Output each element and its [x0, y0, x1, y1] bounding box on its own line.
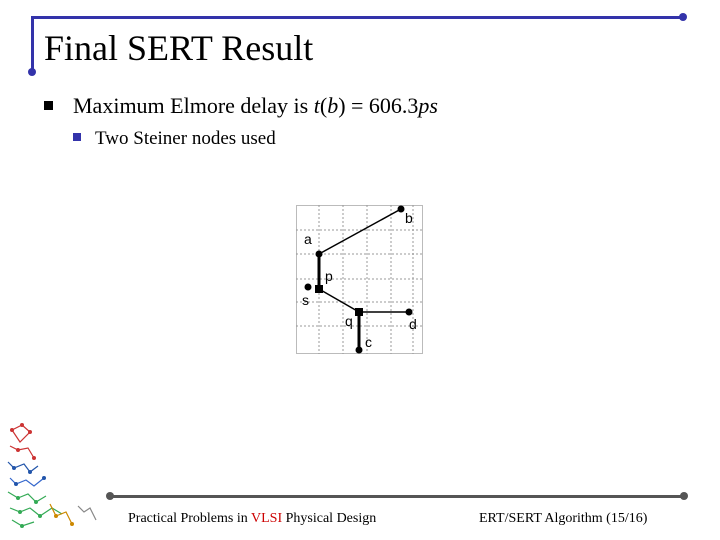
footer-left-after: Physical Design	[282, 511, 377, 526]
label-q: q	[345, 313, 353, 329]
label-b: b	[405, 210, 413, 226]
node-d	[406, 309, 413, 316]
node-s	[305, 284, 312, 291]
graph-logo	[0, 420, 110, 538]
label-d: d	[409, 316, 417, 332]
bullet-elmore-delay	[44, 92, 438, 120]
label-a: a	[304, 231, 312, 247]
footer-course-title	[128, 510, 376, 528]
steiner-node-p	[315, 285, 323, 293]
steiner-node-q	[355, 308, 363, 316]
node-c	[356, 347, 363, 354]
left-dot	[28, 68, 36, 76]
node-a	[316, 251, 323, 258]
sub-bullet-square-icon	[73, 133, 81, 141]
sert-tree-diagram	[295, 202, 427, 358]
node-b	[398, 206, 405, 213]
footer-left-before: Practical Problems in	[128, 511, 251, 526]
bullet1-prefix: Maximum Elmore delay is	[73, 93, 314, 118]
label-p: p	[325, 268, 333, 284]
top-right-dot	[679, 13, 687, 21]
label-s: s	[302, 292, 309, 308]
bottom-left-dot	[106, 492, 114, 500]
footer-vlsi: VLSI	[251, 511, 283, 526]
slide-title: Final SERT Result	[44, 28, 314, 68]
formula-t: t	[313, 93, 320, 118]
left-rule	[31, 16, 34, 72]
bullet-steiner-nodes	[73, 127, 276, 151]
top-rule	[31, 16, 683, 19]
formula-unit: ps	[418, 93, 438, 118]
bottom-right-dot	[680, 492, 688, 500]
bullet-square-icon	[44, 101, 53, 110]
formula-open: (	[319, 93, 328, 118]
bullet2-text: Two Steiner nodes used	[95, 128, 276, 149]
label-c: c	[365, 334, 372, 350]
bottom-rule	[110, 495, 684, 498]
formula-close: ) = 606.3	[338, 93, 419, 118]
formula-b: b	[327, 93, 339, 118]
footer-slide-number: ERT/SERT Algorithm (15/16)	[479, 511, 648, 526]
